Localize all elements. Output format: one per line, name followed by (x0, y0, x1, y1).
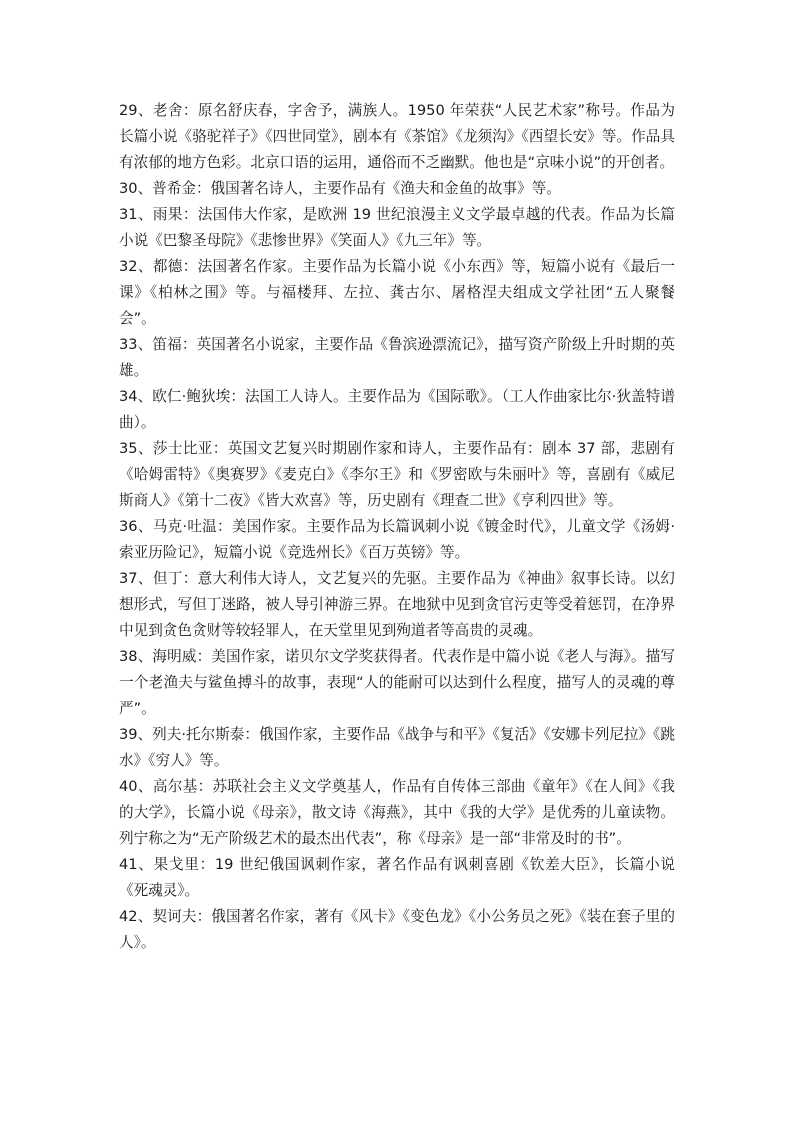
entry-dante: 37、但丁：意大利伟大诗人，文艺复兴的先驱。主要作品为《神曲》叙事长诗。以幻想形式，写但丁迷路，被人导引神游三界。在地狱中见到贪官污吏等受着惩罚，在净界中见到贪色贪财等较轻罪人，在天堂里见到殉道者等高贵的灵魂。 (119, 570, 675, 639)
entry-lao-she: 29、老舍：原名舒庆春，字舍予，满族人。1950 年荣获“人民艺术家”称号。作品为长篇小说《骆驼祥子》《四世同堂》，剧本有《茶馆》《龙须沟》《西望长安》等。作品具有浓郁的地方色彩。北京口语的运用，通俗而不乏幽默。他也是“京味小说”的开创者。 (119, 102, 675, 171)
entry-chekhov: 42、契诃夫：俄国著名作家，著有《风卡》《变色龙》《小公务员之死》《装在套子里的人》。 (119, 908, 675, 951)
entry-gorky: 40、高尔基：苏联社会主义文学奠基人，作品有自传体三部曲《童年》《在人间》《我的大学》，长篇小说《母亲》，散文诗《海燕》，其中《我的大学》是优秀的儿童读物。列宁称之为“无产阶级艺术的最杰出代表”，称《母亲》是一部“非常及时的书”。 (119, 778, 675, 847)
entry-daudet: 32、都德：法国著名作家。主要作品为长篇小说《小东西》等，短篇小说有《最后一课》《柏林之围》等。与福楼拜、左拉、龚古尔、屠格涅夫组成文学社团“五人聚餐会”。 (119, 258, 675, 327)
entry-defoe: 33、笛福：英国著名小说家，主要作品《鲁滨逊漂流记》，描写资产阶级上升时期的英雄。 (119, 336, 675, 379)
entry-shakespeare: 35、莎士比亚：英国文艺复兴时期剧作家和诗人，主要作品有：剧本 37 部，悲剧有《哈姆雷特》《奥赛罗》《麦克白》《李尔王》和《罗密欧与朱丽叶》等，喜剧有《威尼斯商人》《第十二夜》《皆大欢喜》等，历史剧有《理查二世》《亨利四世》等。 (119, 440, 675, 509)
entry-gogol: 41、果戈里：19 世纪俄国讽刺作家，著名作品有讽刺喜剧《钦差大臣》，长篇小说《死魂灵》。 (119, 856, 675, 899)
document-body (119, 98, 675, 956)
entry-hugo: 31、雨果：法国伟大作家，是欧洲 19 世纪浪漫主义文学最卓越的代表。作品为长篇小说《巴黎圣母院》《悲惨世界》《笑面人》《九三年》等。 (119, 206, 675, 249)
entry-mark-twain: 36、马克·吐温：美国作家。主要作品为长篇讽刺小说《镀金时代》，儿童文学《汤姆·索亚历险记》，短篇小说《竞选州长》《百万英镑》等。 (119, 518, 675, 561)
entry-pottier: 34、欧仁·鲍狄埃：法国工人诗人。主要作品为《国际歌》。（工人作曲家比尔·狄盖特谱曲）。 (119, 388, 675, 431)
entry-tolstoy: 39、列夫·托尔斯泰：俄国作家，主要作品《战争与和平》《复活》《安娜卡列尼拉》《跳水》《穷人》等。 (119, 726, 675, 769)
entry-pushkin: 30、普希金：俄国著名诗人，主要作品有《渔夫和金鱼的故事》等。 (119, 180, 561, 197)
entry-hemingway: 38、海明威：美国作家，诺贝尔文学奖获得者。代表作是中篇小说《老人与海》。描写一个老渔夫与鲨鱼搏斗的故事，表现“人的能耐可以达到什么程度，描写人的灵魂的尊严”。 (119, 648, 675, 717)
